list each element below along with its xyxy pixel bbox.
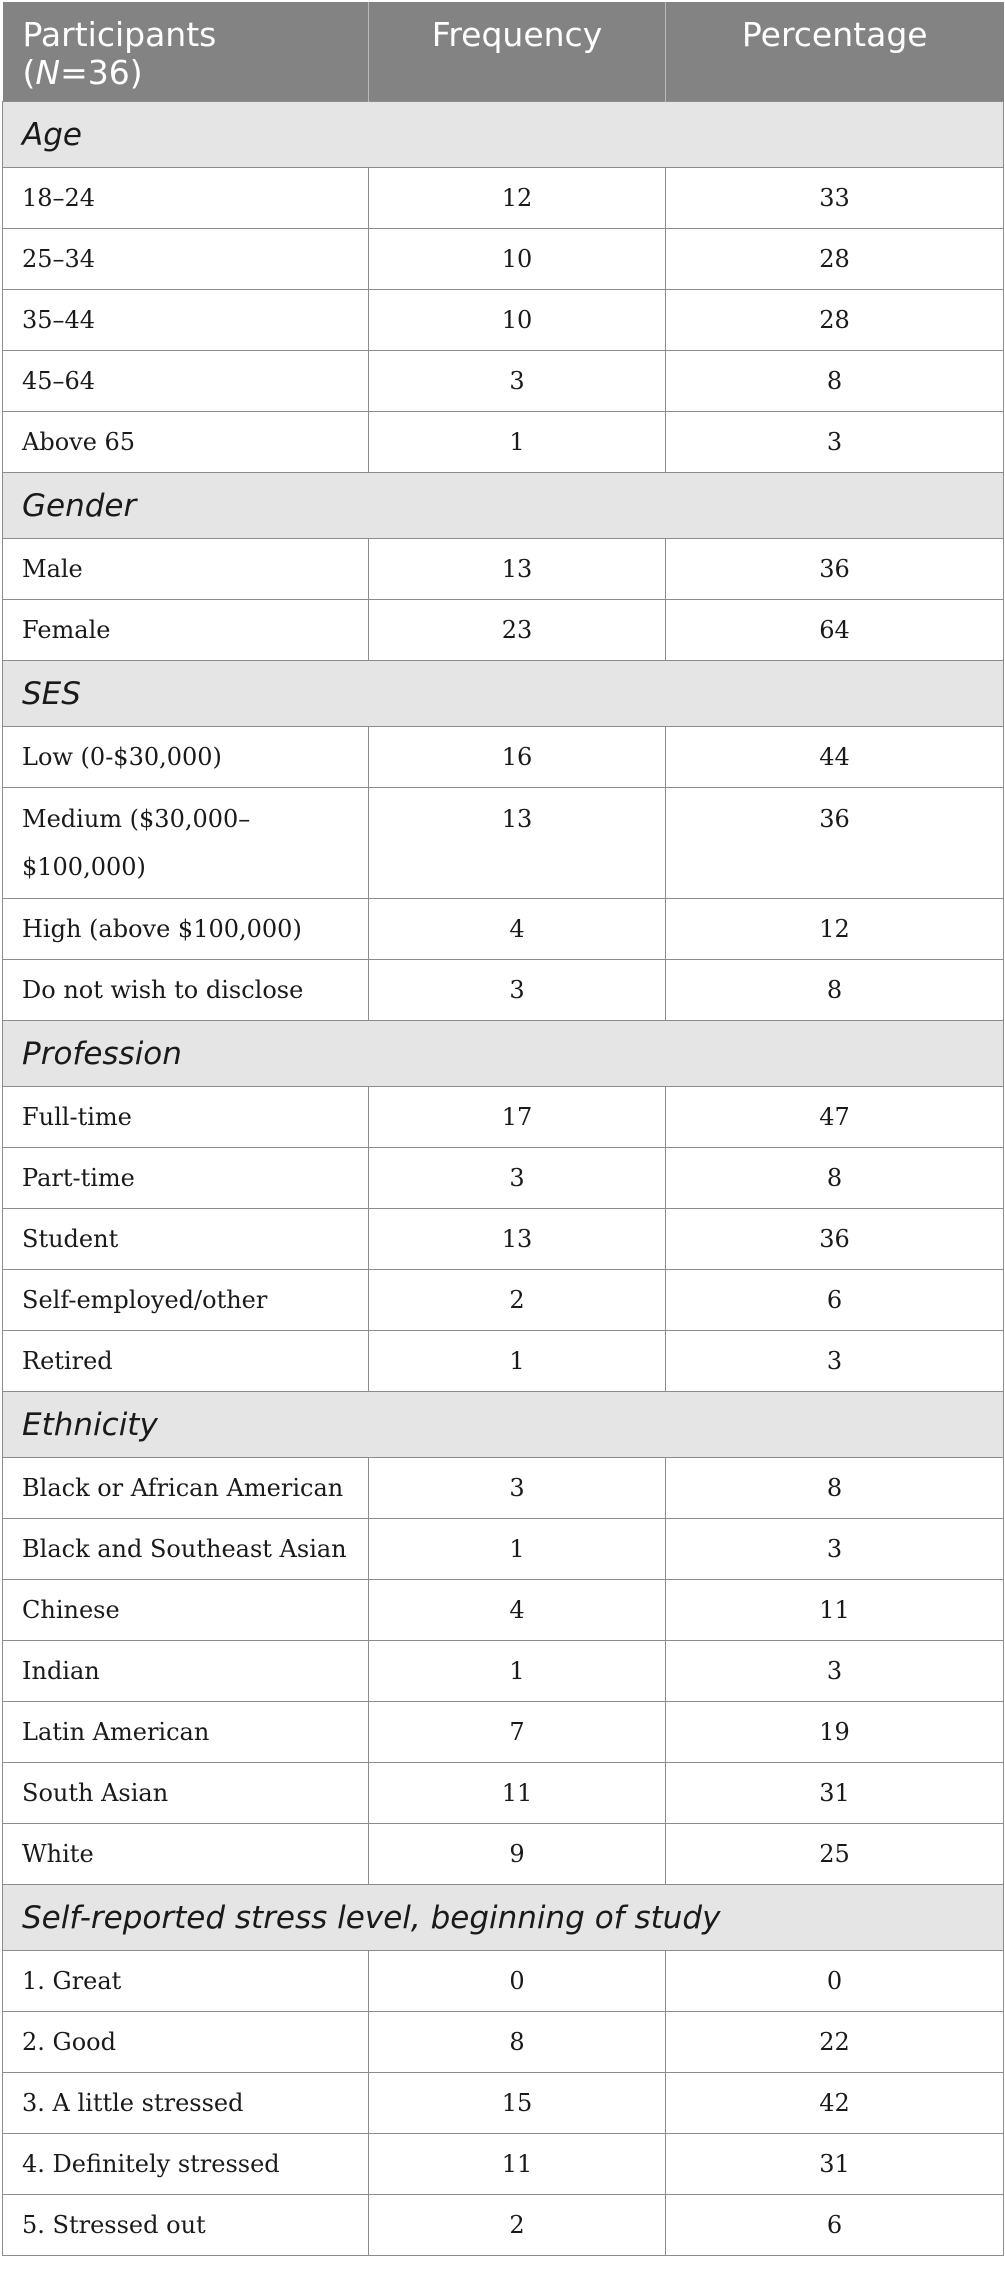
table-row — [3, 1519, 1004, 1580]
row-frequency: 2 — [369, 2195, 666, 2256]
section-row — [3, 1885, 1004, 1951]
row-frequency: 12 — [369, 168, 666, 229]
row-percentage: 8 — [666, 351, 1004, 412]
table-row — [3, 1580, 1004, 1641]
row-frequency: 23 — [369, 600, 666, 661]
row-percentage: 36 — [666, 788, 1004, 899]
row-label — [3, 1270, 369, 1331]
row-frequency: 11 — [369, 1763, 666, 1824]
row-label-text: 4. Definitely stressed — [22, 2150, 280, 2178]
section-title: Age — [3, 102, 1004, 168]
row-frequency: 0 — [369, 1951, 666, 2012]
table-row — [3, 1148, 1004, 1209]
table-header — [3, 2, 1004, 102]
row-label-text: Above 65 — [22, 428, 136, 456]
row-label — [3, 2134, 369, 2195]
row-percentage: 31 — [666, 2134, 1004, 2195]
row-label-text: Medium ($30,000– — [22, 805, 251, 833]
row-label — [3, 1951, 369, 2012]
row-label — [3, 1148, 369, 1209]
row-percentage: 19 — [666, 1702, 1004, 1763]
row-label-text: Retired — [22, 1347, 113, 1375]
row-label — [3, 1209, 369, 1270]
table-row — [3, 1270, 1004, 1331]
table-row — [3, 899, 1004, 960]
row-label — [3, 1580, 369, 1641]
row-label-text: Chinese — [22, 1596, 120, 1624]
header-frequency: Frequency — [369, 2, 666, 102]
row-percentage: 28 — [666, 229, 1004, 290]
row-frequency: 13 — [369, 788, 666, 899]
row-percentage: 12 — [666, 899, 1004, 960]
row-frequency: 15 — [369, 2073, 666, 2134]
row-percentage: 6 — [666, 1270, 1004, 1331]
section-title: Profession — [3, 1021, 1004, 1087]
row-label — [3, 2073, 369, 2134]
row-frequency: 13 — [369, 539, 666, 600]
table-row — [3, 727, 1004, 788]
row-label — [3, 1458, 369, 1519]
header-participants-n: N — [35, 53, 61, 92]
table-row — [3, 788, 1004, 899]
table-row — [3, 168, 1004, 229]
row-label-text: South Asian — [22, 1779, 169, 1807]
row-frequency: 13 — [369, 1209, 666, 1270]
row-label-text: Black or African American — [22, 1474, 344, 1502]
row-frequency: 7 — [369, 1702, 666, 1763]
row-percentage: 33 — [666, 168, 1004, 229]
row-label — [3, 1763, 369, 1824]
header-participants-paren: ( — [22, 53, 36, 92]
row-frequency: 10 — [369, 229, 666, 290]
table-row — [3, 1087, 1004, 1148]
section-row — [3, 102, 1004, 168]
row-percentage: 36 — [666, 1209, 1004, 1270]
row-percentage: 44 — [666, 727, 1004, 788]
row-label-text: Latin American — [22, 1718, 210, 1746]
row-percentage: 25 — [666, 1824, 1004, 1885]
row-label — [3, 600, 369, 661]
table-row — [3, 600, 1004, 661]
row-label-text: Self-employed/other — [22, 1286, 268, 1314]
row-label — [3, 1331, 369, 1392]
row-percentage: 11 — [666, 1580, 1004, 1641]
row-label-text: Full-time — [22, 1103, 132, 1131]
section-title: Self-reported stress level, beginning of study — [3, 1885, 1004, 1951]
row-label-text: 1. Great — [22, 1967, 122, 1995]
section-title: Gender — [3, 473, 1004, 539]
row-percentage: 36 — [666, 539, 1004, 600]
table-row — [3, 1824, 1004, 1885]
table-body — [3, 102, 1004, 2256]
row-frequency: 1 — [369, 1519, 666, 1580]
row-label-text: Female — [22, 616, 111, 644]
row-label-text: 2. Good — [22, 2028, 116, 2056]
header-row — [3, 2, 1004, 102]
row-label — [3, 168, 369, 229]
row-label-text: Black and Southeast Asian — [22, 1535, 347, 1563]
row-label-text: Part-time — [22, 1164, 135, 1192]
row-frequency: 3 — [369, 1458, 666, 1519]
table-row — [3, 412, 1004, 473]
section-row — [3, 473, 1004, 539]
row-percentage: 8 — [666, 1458, 1004, 1519]
row-label — [3, 290, 369, 351]
row-label-text: Student — [22, 1225, 119, 1253]
row-label-text: 25–34 — [22, 245, 96, 273]
section-row — [3, 661, 1004, 727]
header-participants-count: =36) — [60, 53, 143, 92]
section-row — [3, 1021, 1004, 1087]
section-title: SES — [3, 661, 1004, 727]
row-label-text-line2: $100,000) — [22, 853, 146, 881]
row-percentage: 3 — [666, 1331, 1004, 1392]
table-row — [3, 1951, 1004, 2012]
table-row — [3, 2073, 1004, 2134]
row-label-text: Indian — [22, 1657, 100, 1685]
row-label-text: 35–44 — [22, 306, 96, 334]
row-label — [3, 539, 369, 600]
row-label-text: 45–64 — [22, 367, 96, 395]
row-label — [3, 412, 369, 473]
row-label — [3, 2195, 369, 2256]
row-frequency: 10 — [369, 290, 666, 351]
row-frequency: 1 — [369, 412, 666, 473]
row-label-text: 3. A little stressed — [22, 2089, 244, 2117]
row-percentage: 6 — [666, 2195, 1004, 2256]
row-percentage: 3 — [666, 1519, 1004, 1580]
row-percentage: 64 — [666, 600, 1004, 661]
table-row — [3, 229, 1004, 290]
row-label-text: High (above $100,000) — [22, 915, 302, 943]
row-percentage: 28 — [666, 290, 1004, 351]
row-label-text: Male — [22, 555, 83, 583]
row-frequency: 2 — [369, 1270, 666, 1331]
row-label-text: 18–24 — [22, 184, 96, 212]
row-label — [3, 351, 369, 412]
header-participants-label: Participants — [22, 15, 217, 54]
table-row — [3, 290, 1004, 351]
table-row — [3, 1209, 1004, 1270]
row-frequency: 16 — [369, 727, 666, 788]
table-row — [3, 1763, 1004, 1824]
row-label — [3, 788, 369, 899]
row-frequency: 3 — [369, 351, 666, 412]
header-percentage: Percentage — [666, 2, 1004, 102]
row-percentage: 47 — [666, 1087, 1004, 1148]
table-row — [3, 351, 1004, 412]
row-frequency: 8 — [369, 2012, 666, 2073]
section-title: Ethnicity — [3, 1392, 1004, 1458]
table-row — [3, 2195, 1004, 2256]
row-percentage: 42 — [666, 2073, 1004, 2134]
table-row — [3, 2134, 1004, 2195]
row-percentage: 31 — [666, 1763, 1004, 1824]
row-frequency: 17 — [369, 1087, 666, 1148]
row-label-text: Low (0-$30,000) — [22, 743, 222, 771]
row-frequency: 3 — [369, 960, 666, 1021]
row-label — [3, 1519, 369, 1580]
header-participants — [3, 2, 369, 102]
table-row — [3, 1458, 1004, 1519]
row-percentage: 3 — [666, 1641, 1004, 1702]
row-label — [3, 899, 369, 960]
row-percentage: 3 — [666, 412, 1004, 473]
row-label — [3, 727, 369, 788]
table-row — [3, 960, 1004, 1021]
row-label — [3, 229, 369, 290]
demographics-table — [2, 2, 1004, 2256]
table-row — [3, 539, 1004, 600]
row-percentage: 8 — [666, 960, 1004, 1021]
row-percentage: 22 — [666, 2012, 1004, 2073]
row-label — [3, 960, 369, 1021]
row-percentage: 0 — [666, 1951, 1004, 2012]
row-frequency: 1 — [369, 1641, 666, 1702]
table-row — [3, 1641, 1004, 1702]
demographics-table-container — [2, 2, 1003, 2256]
row-frequency: 4 — [369, 899, 666, 960]
row-frequency: 9 — [369, 1824, 666, 1885]
row-frequency: 4 — [369, 1580, 666, 1641]
row-label — [3, 1087, 369, 1148]
section-row — [3, 1392, 1004, 1458]
row-label-text: Do not wish to disclose — [22, 976, 304, 1004]
table-row — [3, 2012, 1004, 2073]
row-frequency: 1 — [369, 1331, 666, 1392]
row-label-text: 5. Stressed out — [22, 2211, 206, 2239]
row-percentage: 8 — [666, 1148, 1004, 1209]
table-row — [3, 1331, 1004, 1392]
row-label — [3, 2012, 369, 2073]
row-label — [3, 1702, 369, 1763]
table-row — [3, 1702, 1004, 1763]
row-label-text: White — [22, 1840, 94, 1868]
row-frequency: 3 — [369, 1148, 666, 1209]
row-frequency: 11 — [369, 2134, 666, 2195]
row-label — [3, 1824, 369, 1885]
row-label — [3, 1641, 369, 1702]
